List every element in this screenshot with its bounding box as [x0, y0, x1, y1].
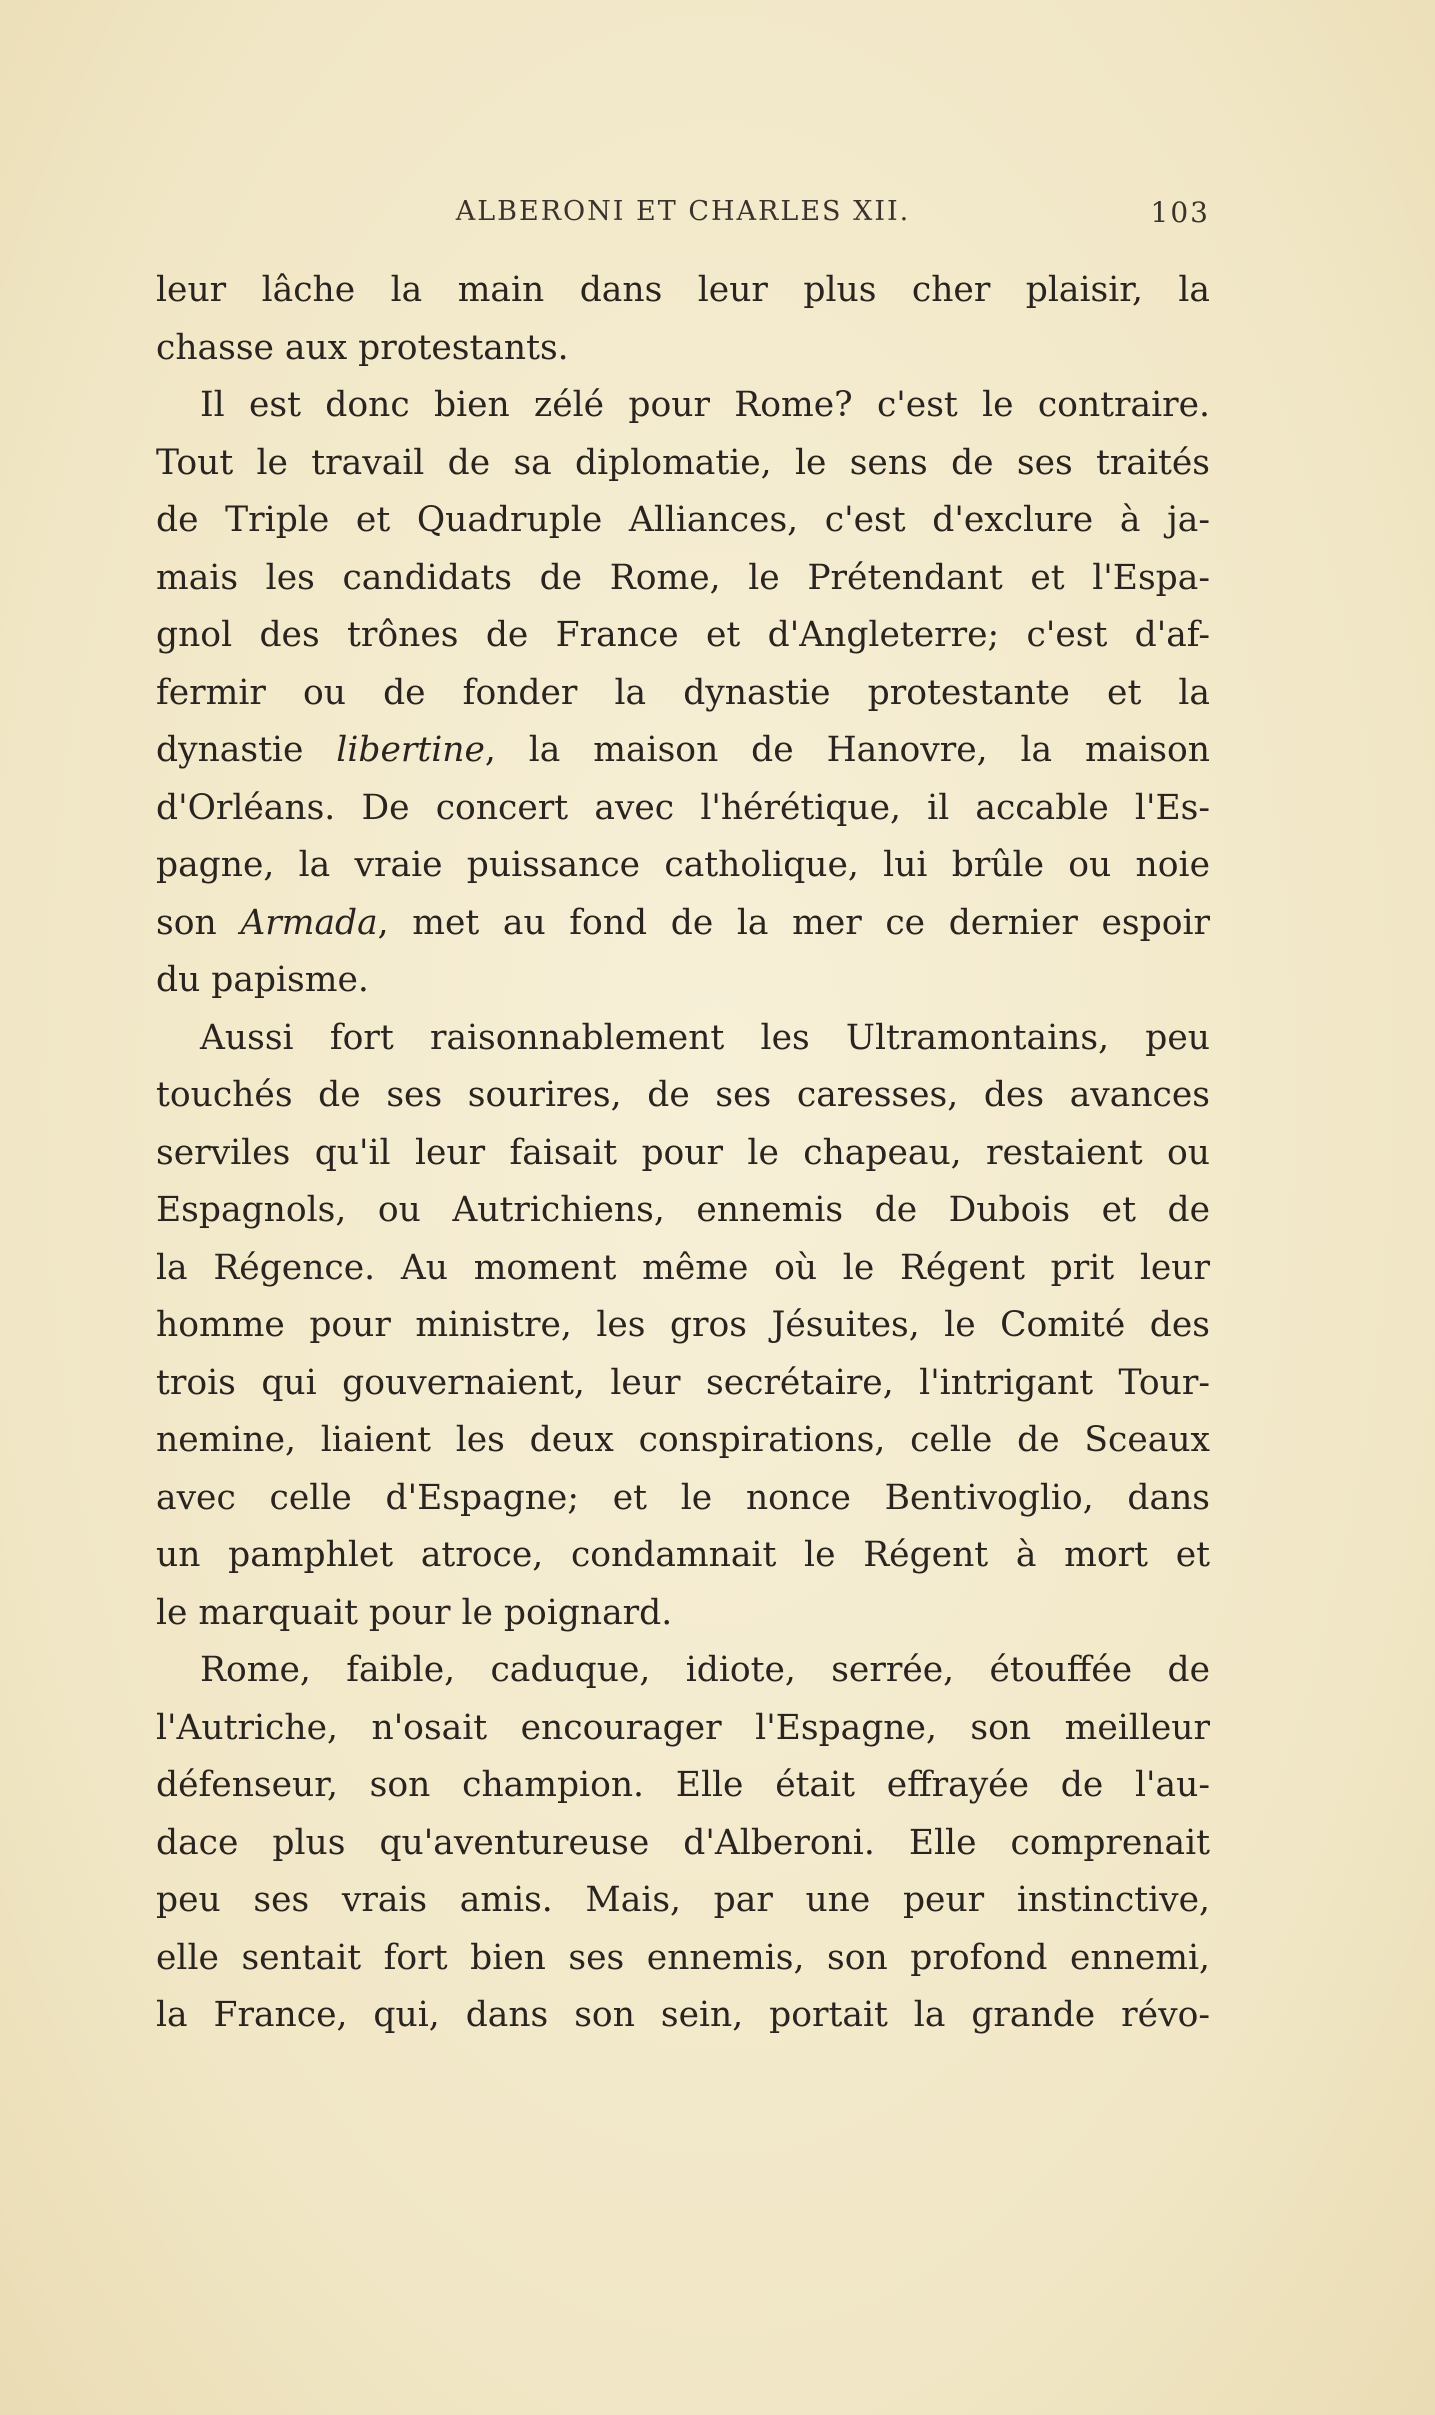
text-line: avec celle d'Espagne; et le nonce Bentivoglio, dans: [156, 1477, 1210, 1518]
text-line: la Régence. Au moment même où le Régent prit leur: [156, 1247, 1210, 1288]
running-title: ALBERONI ET CHARLES XII.: [455, 196, 911, 227]
text-line: homme pour ministre, les gros Jésuites, le Comité des: [156, 1305, 1210, 1345]
text-line: le marquait pour le poignard.: [156, 1592, 673, 1633]
text-line: dace plus qu'aventureuse d'Alberoni. Elle comprenait: [156, 1822, 1210, 1863]
paragraph-1: [156, 262, 1210, 377]
page-number: 103: [1150, 196, 1210, 229]
text-line: Il est donc bien zélé pour Rome? c'est le contraire.: [200, 385, 1210, 425]
text-line: gnol des trônes de France et d'Angleterre; c'est d'af-: [156, 615, 1210, 655]
text-line: de Triple et Quadruple Alliances, c'est d'exclure à ja-: [156, 500, 1210, 540]
text-segment: , met au fond de la mer ce dernier espoir: [377, 902, 1210, 943]
text-line: nemine, liaient les deux conspirations, celle de Sceaux: [156, 1420, 1210, 1460]
text-segment: dynastie: [156, 730, 304, 770]
text-line: elle sentait fort bien ses ennemis, son profond ennemi,: [156, 1937, 1210, 1978]
body-text: [156, 262, 1210, 2045]
text-line-mixed: [156, 722, 1210, 780]
text-line: Aussi fort raisonnablement les Ultramontains, peu: [200, 1017, 1210, 1058]
text-line: Tout le travail de sa diplomatie, le sens de ses traités: [156, 442, 1210, 483]
text-line: défenseur, son champion. Elle était effrayée de l'au-: [156, 1765, 1210, 1805]
text-line: un pamphlet atroce, condamnait le Régent à mort et: [156, 1535, 1210, 1575]
paragraph-3: [156, 1010, 1210, 1643]
italic-word: Armada: [240, 902, 378, 943]
text-line: du papisme.: [156, 960, 369, 1000]
text-line: la France, qui, dans son sein, portait la grande révo-: [156, 1995, 1210, 2035]
text-line: fermir ou de fonder la dynastie protestante et la: [156, 672, 1210, 713]
italic-word: libertine: [336, 730, 485, 770]
text-line: chasse aux protestants.: [156, 327, 569, 368]
paragraph-4: [156, 1642, 1210, 2045]
text-line: pagne, la vraie puissance catholique, lui brûle ou noie: [156, 845, 1210, 885]
text-line: trois qui gouvernaient, leur secrétaire, l'intrigant Tour-: [156, 1362, 1210, 1403]
text-line: Espagnols, ou Autrichiens, ennemis de Dubois et de: [156, 1190, 1210, 1230]
text-line: touchés de ses sourires, de ses caresses, des avances: [156, 1075, 1210, 1115]
running-header: [156, 196, 1210, 240]
text-line: Rome, faible, caduque, idiote, serrée, étouffée de: [200, 1650, 1210, 1690]
text-line-mixed: [156, 895, 1210, 953]
paragraph-2: [156, 377, 1210, 1010]
text-line: leur lâche la main dans leur plus cher plaisir, la: [156, 270, 1210, 310]
text-line: l'Autriche, n'osait encourager l'Espagne, son meilleur: [156, 1707, 1210, 1748]
text-segment: , la maison de Hanovre, la maison: [484, 730, 1210, 770]
text-line: peu ses vrais amis. Mais, par une peur instinctive,: [156, 1880, 1210, 1920]
text-line: d'Orléans. De concert avec l'hérétique, il accable l'Es-: [156, 787, 1210, 828]
text-line: serviles qu'il leur faisait pour le chapeau, restaient ou: [156, 1132, 1210, 1173]
text-segment: son: [156, 902, 217, 943]
text-line: mais les candidats de Rome, le Prétendant et l'Espa-: [156, 557, 1210, 598]
